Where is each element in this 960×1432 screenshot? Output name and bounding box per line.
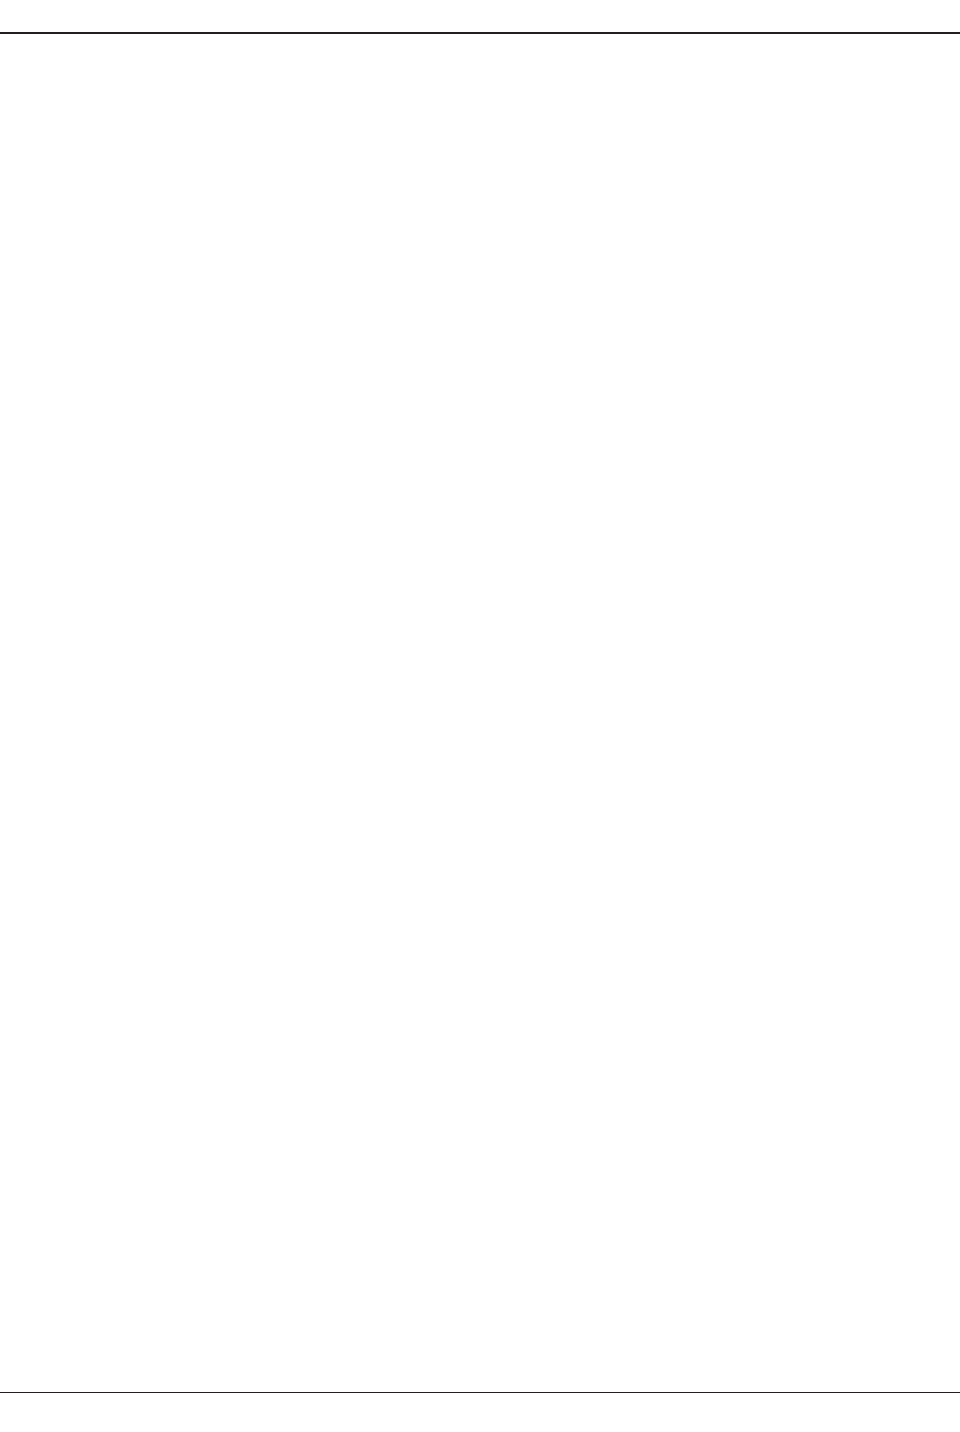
- column-header: [0, 0, 960, 34]
- page-footer: [0, 1392, 960, 1393]
